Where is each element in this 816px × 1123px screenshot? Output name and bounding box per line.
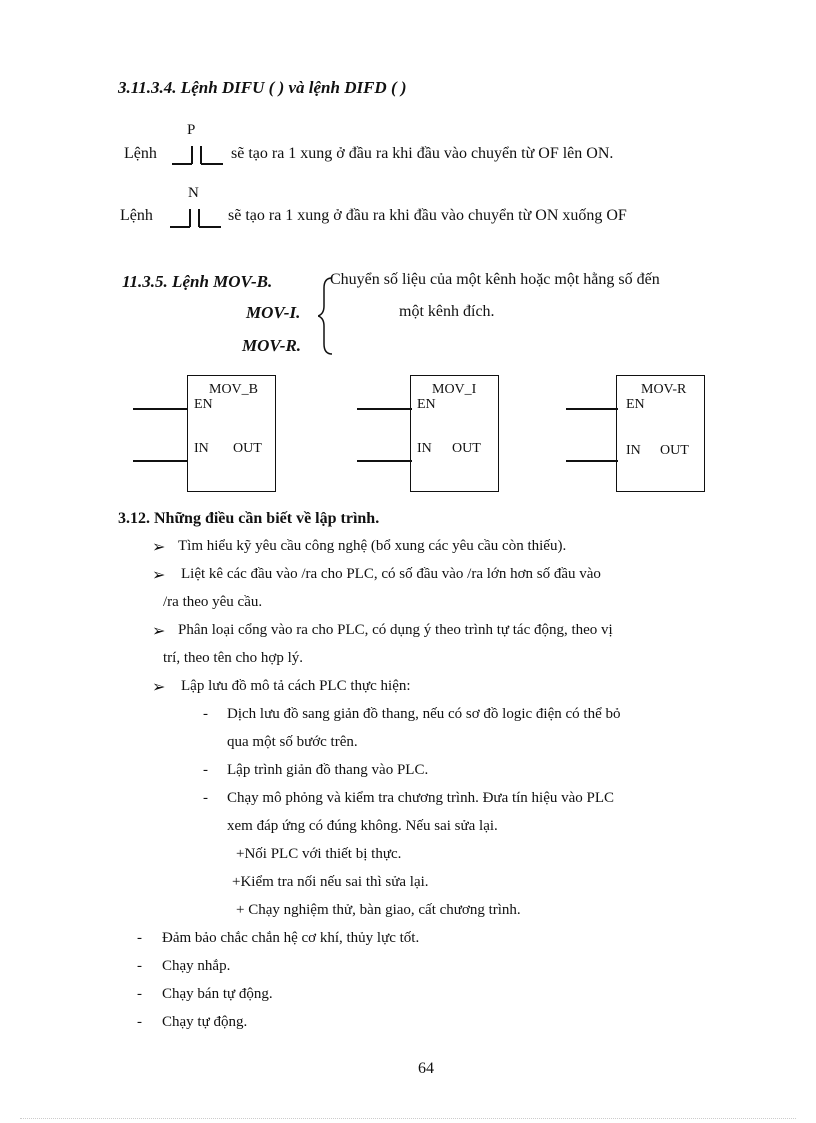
sub-3-text-line1: Chạy mô phỏng và kiểm tra chương trình. Đưa tín hiệu vào PLC xyxy=(227,790,615,806)
final-dash-3: - xyxy=(137,986,142,1002)
sub-dash-3: - xyxy=(203,790,208,806)
mov-i-label: MOV-I. xyxy=(246,303,301,322)
bullet-2-text-line1: Liệt kê các đầu vào /ra cho PLC, có số đầu vào /ra lớn hơn số đầu vào xyxy=(181,566,601,582)
step-2-text: +Kiểm tra nối nếu sai thì sửa lại. xyxy=(232,874,429,890)
footer-divider xyxy=(20,1118,796,1119)
mov-b-out-pin: OUT xyxy=(233,441,262,456)
difd-contact-label: N xyxy=(188,185,199,201)
mov-b-en-wire xyxy=(133,408,188,410)
difu-description: sẽ tạo ra 1 xung ở đầu ra khi đầu vào chuyển từ OF lên ON. xyxy=(231,145,614,162)
mov-i-in-wire xyxy=(357,460,412,462)
final-2-text: Chạy nhắp. xyxy=(162,958,231,974)
mov-i-in-pin: IN xyxy=(417,441,432,456)
mov-r-out-pin: OUT xyxy=(660,443,689,458)
page-number: 64 xyxy=(418,1060,434,1077)
mov-i-en-wire xyxy=(357,408,412,410)
step-3-text: + Chạy nghiệm thử, bàn giao, cất chương trình. xyxy=(236,902,521,918)
bullet-arrow-3: ➢ xyxy=(152,623,166,640)
bullet-4-text: Lập lưu đồ mô tả cách PLC thực hiện: xyxy=(181,678,411,694)
sub-1-text-line1: Dịch lưu đồ sang giản đồ thang, nếu có sơ đồ logic điện có thể bỏ xyxy=(227,706,621,722)
difd-description: sẽ tạo ra 1 xung ở đầu ra khi đầu vào chuyển từ ON xuống OF xyxy=(228,207,627,224)
bullet-arrow-2: ➢ xyxy=(152,567,166,584)
mov-i-block-name: MOV_I xyxy=(432,382,477,397)
bullet-arrow-4: ➢ xyxy=(152,679,166,696)
mov-b-block xyxy=(187,375,276,492)
mov-r-in-wire xyxy=(566,460,618,462)
mov-r-block-name: MOV-R xyxy=(641,382,687,397)
mov-description-line2: một kênh đích. xyxy=(399,303,495,320)
difu-contact-label: P xyxy=(187,122,196,138)
sub-3-text-line2: xem đáp ứng có đúng không. Nếu sai sửa lại. xyxy=(227,818,498,834)
mov-r-in-pin: IN xyxy=(626,443,641,458)
mov-i-block xyxy=(410,375,499,492)
final-4-text: Chạy tự động. xyxy=(162,1014,248,1030)
section-heading-3-12: 3.12. Những điều cần biết về lập trình. xyxy=(118,510,380,527)
final-dash-1: - xyxy=(137,930,142,946)
mov-description-line1: Chuyển số liệu của một kênh hoặc một hằng số đến xyxy=(330,271,660,288)
difd-prefix: Lệnh xyxy=(120,207,153,224)
section-heading-3-11-3-4: 3.11.3.4. Lệnh DIFU ( ) và lệnh DIFD ( ) xyxy=(118,78,407,97)
final-dash-2: - xyxy=(137,958,142,974)
final-1-text: Đảm bảo chắc chắn hệ cơ khí, thủy lực tốt. xyxy=(162,930,420,946)
mov-b-en-pin: EN xyxy=(194,397,213,412)
mov-r-block xyxy=(616,375,705,492)
bullet-arrow-1: ➢ xyxy=(152,539,166,556)
mov-r-en-wire xyxy=(566,408,618,410)
bullet-2-text-line2: /ra theo yêu cầu. xyxy=(163,594,263,610)
step-1-text: +Nối PLC với thiết bị thực. xyxy=(236,846,402,862)
final-dash-4: - xyxy=(137,1014,142,1030)
final-3-text: Chạy bán tự động. xyxy=(162,986,273,1002)
mov-b-block-name: MOV_B xyxy=(209,382,259,397)
mov-i-en-pin: EN xyxy=(417,397,436,412)
mov-b-in-pin: IN xyxy=(194,441,209,456)
sub-dash-2: - xyxy=(203,762,208,778)
mov-i-out-pin: OUT xyxy=(452,441,481,456)
sub-dash-1: - xyxy=(203,706,208,722)
bullet-1-text: Tìm hiểu kỹ yêu cầu công nghệ (bổ xung các yêu cầu còn thiếu). xyxy=(178,538,567,554)
section-heading-11-3-5: 11.3.5. Lệnh MOV-B. xyxy=(122,272,273,291)
bullet-3-text-line1: Phân loại cổng vào ra cho PLC, có dụng ý theo trình tự tác động, theo vị xyxy=(178,622,613,638)
sub-2-text: Lập trình giản đồ thang vào PLC. xyxy=(227,762,429,778)
bullet-3-text-line2: trí, theo tên cho hợp lý. xyxy=(163,650,303,666)
mov-r-en-pin: EN xyxy=(626,397,645,412)
sub-1-text-line2: qua một số bước trên. xyxy=(227,734,358,750)
difu-prefix: Lệnh xyxy=(124,145,157,162)
mov-b-in-wire xyxy=(133,460,188,462)
mov-r-label: MOV-R. xyxy=(242,336,302,355)
